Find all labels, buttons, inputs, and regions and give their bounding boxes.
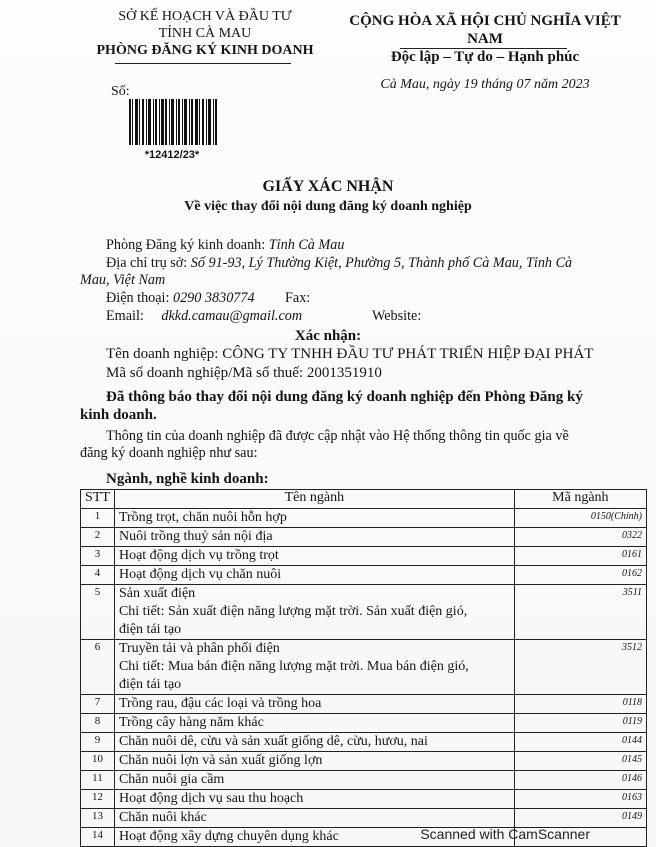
phone-value: 0290 3830774 xyxy=(172,290,255,306)
row-stt: 5 xyxy=(81,585,115,640)
row-name: Trồng rau, đậu các loại và trồng hoa xyxy=(114,695,514,714)
row-code: 0163 xyxy=(514,790,646,809)
row-code: 0144 xyxy=(514,733,646,752)
header-stt: STT xyxy=(81,490,115,509)
barcode-text: *12412/23* xyxy=(144,149,200,161)
table-row xyxy=(81,509,647,528)
section-heading: Ngành, nghề kinh doanh: xyxy=(106,471,269,487)
row-name: Chăn nuôi lợn và sản xuất giống lợn xyxy=(114,752,514,771)
row-code: 0149 xyxy=(514,809,646,828)
issuer-line-3: PHÒNG ĐĂNG KÝ KINH DOANH xyxy=(96,43,314,58)
row-stt: 1 xyxy=(81,509,115,528)
motto-underline xyxy=(400,48,567,49)
camscanner-watermark: Scanned with CamScanner xyxy=(420,826,590,842)
row-stt: 9 xyxy=(81,733,115,752)
row-code: 0119 xyxy=(514,714,646,733)
email-line xyxy=(106,307,302,325)
national-header xyxy=(335,12,635,94)
email-label: Email: xyxy=(106,308,144,324)
row-name: Chăn nuôi dê, cừu và sản xuất giống dê, cừu, hươu, nai xyxy=(114,733,514,752)
row-code: 0145 xyxy=(514,752,646,771)
business-lines-table xyxy=(80,489,647,847)
phone-label: Điện thoại: xyxy=(106,290,170,306)
row-detail-1: Chi tiết: Sản xuất điện năng lượng mặt trời. Sản xuất điện gió, xyxy=(118,604,468,619)
website-label: Website: xyxy=(372,308,422,324)
address-value-2: Mau, Việt Nam xyxy=(80,272,166,288)
table-row xyxy=(81,790,647,809)
row-title: Sản xuất điện xyxy=(118,586,196,601)
email-value: dkkd.camau@gmail.com xyxy=(161,308,303,324)
row-code: 0161 xyxy=(514,547,646,566)
address-label: Địa chỉ trụ sở: xyxy=(106,255,188,271)
tax-value: 2001351910 xyxy=(306,365,382,381)
barcode-image xyxy=(129,99,217,145)
national-title: CỘNG HÒA XÃ HỘI CHỦ NGHĨA VIỆT NAM xyxy=(349,13,621,47)
row-stt: 14 xyxy=(81,828,115,847)
row-stt: 8 xyxy=(81,714,115,733)
table-row xyxy=(81,566,647,585)
table-header-row xyxy=(81,490,647,509)
row-stt: 3 xyxy=(81,547,115,566)
confirm-heading: Xác nhận: xyxy=(294,328,362,344)
row-code: 3512 xyxy=(514,640,646,695)
table-row xyxy=(81,714,647,733)
fax-label: Fax: xyxy=(285,290,311,306)
table-row xyxy=(81,528,647,547)
notice-line-2: kinh doanh. xyxy=(80,407,157,423)
office-line xyxy=(106,236,344,254)
row-code: 0162 xyxy=(514,566,646,585)
row-name: Nuôi trồng thuỷ sản nội địa xyxy=(114,528,514,547)
phone-line xyxy=(106,289,255,307)
row-name: Hoạt động dịch vụ sau thu hoạch xyxy=(114,790,514,809)
row-name: Chăn nuôi khác xyxy=(114,809,514,828)
table-row xyxy=(81,771,647,790)
header-name: Tên ngành xyxy=(114,490,514,509)
office-label: Phòng Đăng ký kinh doanh: xyxy=(106,237,266,253)
row-name: Trồng trọt, chăn nuôi hỗn hợp xyxy=(114,509,514,528)
row-stt: 4 xyxy=(81,566,115,585)
row-name xyxy=(114,640,514,695)
row-name: Hoạt động dịch vụ trồng trọt xyxy=(114,547,514,566)
row-name: Hoạt động xây dựng chuyên dụng khác xyxy=(114,828,514,847)
table-row xyxy=(81,733,647,752)
address-line-1 xyxy=(106,254,646,272)
company-label: Tên doanh nghiệp: xyxy=(106,346,219,362)
row-code: 0118 xyxy=(514,695,646,714)
national-motto: Độc lập – Tự do – Hạnh phúc xyxy=(390,49,580,65)
issuer-line-1: SỞ KẾ HOẠCH VÀ ĐẦU TƯ xyxy=(118,9,292,24)
info-line-1: Thông tin của doanh nghiệp đã được cập nhật vào Hệ thống thông tin quốc gia về xyxy=(106,428,569,444)
tax-line xyxy=(106,364,382,382)
table-row xyxy=(81,809,647,828)
row-stt: 13 xyxy=(81,809,115,828)
row-name: Trồng cây hàng năm khác xyxy=(114,714,514,733)
info-line-2: đăng ký doanh nghiệp như sau: xyxy=(80,445,258,461)
company-line xyxy=(106,345,593,363)
row-code: 0322 xyxy=(514,528,646,547)
issuer-block xyxy=(75,8,335,59)
row-title: Truyền tải và phân phối điện xyxy=(118,641,280,656)
table-row xyxy=(81,547,647,566)
row-stt: 12 xyxy=(81,790,115,809)
row-code: 0146 xyxy=(514,771,646,790)
row-name xyxy=(114,585,514,640)
row-detail-2: điện tái tạo xyxy=(118,622,182,637)
row-code: 0150(Chính) xyxy=(514,509,646,528)
office-value: Tỉnh Cà Mau xyxy=(268,237,345,253)
issuer-underline xyxy=(115,63,291,64)
row-name: Chăn nuôi gia cầm xyxy=(114,771,514,790)
table-row xyxy=(81,640,647,695)
row-stt: 2 xyxy=(81,528,115,547)
row-stt: 10 xyxy=(81,752,115,771)
document-title: GIẤY XÁC NHẬN xyxy=(262,178,394,195)
issue-date: Cà Mau, ngày 19 tháng 07 năm 2023 xyxy=(380,77,590,92)
table-row xyxy=(81,752,647,771)
address-value-1: Số 91-93, Lý Thường Kiệt, Phường 5, Thành phố Cà Mau, Tỉnh Cà xyxy=(190,255,573,271)
table-row xyxy=(81,695,647,714)
row-name: Hoạt động dịch vụ chăn nuôi xyxy=(114,566,514,585)
doc-number-label: Số: xyxy=(111,84,130,99)
tax-label: Mã số doanh nghiệp/Mã số thuế: xyxy=(106,365,304,381)
row-stt: 11 xyxy=(81,771,115,790)
issuer-line-2: TỈNH CÀ MAU xyxy=(158,26,252,41)
header-code: Mã ngành xyxy=(514,490,646,509)
notice-line-1: Đã thông báo thay đổi nội dung đăng ký doanh nghiệp đến Phòng Đăng ký xyxy=(106,389,583,405)
company-name: CÔNG TY TNHH ĐẦU TƯ PHÁT TRIỂN HIỆP ĐẠI PHÁT xyxy=(222,346,594,362)
table-row xyxy=(81,585,647,640)
document-subtitle: Về việc thay đổi nội dung đăng ký doanh nghiệp xyxy=(184,199,472,214)
row-detail-2: điện tái tạo xyxy=(118,677,182,692)
row-code: 3511 xyxy=(514,585,646,640)
row-stt: 6 xyxy=(81,640,115,695)
row-stt: 7 xyxy=(81,695,115,714)
row-detail-1: Chi tiết: Mua bán điện năng lượng mặt trời. Mua bán điện gió, xyxy=(118,659,469,674)
